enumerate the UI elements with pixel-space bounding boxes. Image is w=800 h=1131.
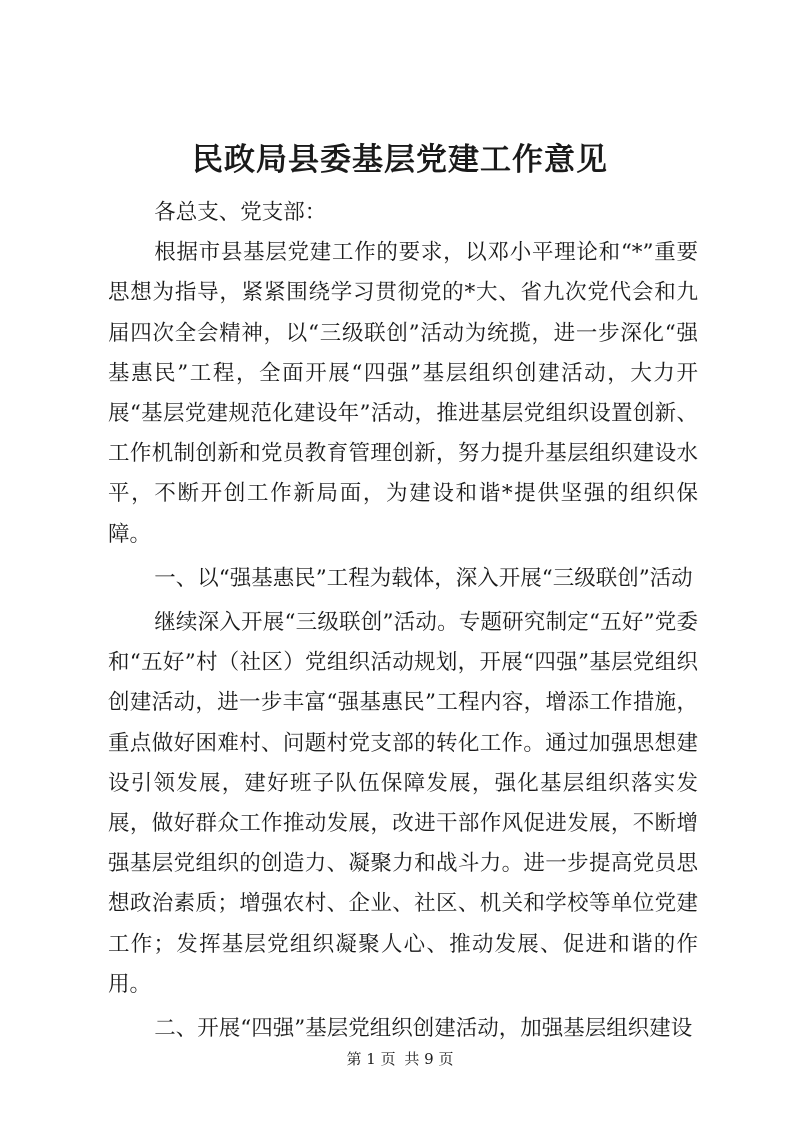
document-title: 民政局县委基层党建工作意见 xyxy=(192,142,608,178)
document-body xyxy=(108,193,698,1049)
page-total: 共 9 页 xyxy=(404,1050,454,1068)
section-heading-1: 一、以“强基惠民”工程为载体，深入开展“三级联创”活动 xyxy=(154,565,693,591)
page-number: 第 1 页 xyxy=(346,1050,396,1068)
paragraph-section-1: 继续深入开展“三级联创”活动。专题研究制定“五好”党委和“五好”村（社区）党组织活动规划，开展“四强”基层党组织创建活动，进一步丰富“强基惠民”工程内容，增添工作措施，重点做好困难村、问题村党支部的转化工作。通过加强思想建设引领发展，建好班子队伍保障发展，强化基层组织落实发展，做好群众工作推动发展，改进干部作风促进发展，不断增强基层党组织的创造力、凝聚力和战斗力。进一步提高党员思想政治素质；增强农村、企业、社区、机关和学校等单位党建工作；发挥基层党组织凝聚人心、推动发展、促进和谐的作用。 xyxy=(108,610,698,997)
page-footer xyxy=(0,1049,800,1069)
section-heading-2: 二、开展“四强”基层党组织创建活动，加强基层组织建设 xyxy=(154,1016,693,1042)
paragraph-intro: 根据市县基层党建工作的要求，以邓小平理论和“*”重要思想为指导，紧紧围绕学习贯彻党的*大、省九次党代会和九届四次全会精神，以“三级联创”活动为统揽，进一步深化“强基惠民”工程，全面开展“四强”基层组织创建活动，大力开展“基层党建规范化建设年”活动，推进基层党组织设置创新、工作机制创新和党员教育管理创新，努力提升基层组织建设水平，不断开创工作新局面，为建设和谐*提供坚强的组织保障。 xyxy=(108,240,698,547)
salutation: 各总支、党支部： xyxy=(154,200,327,225)
